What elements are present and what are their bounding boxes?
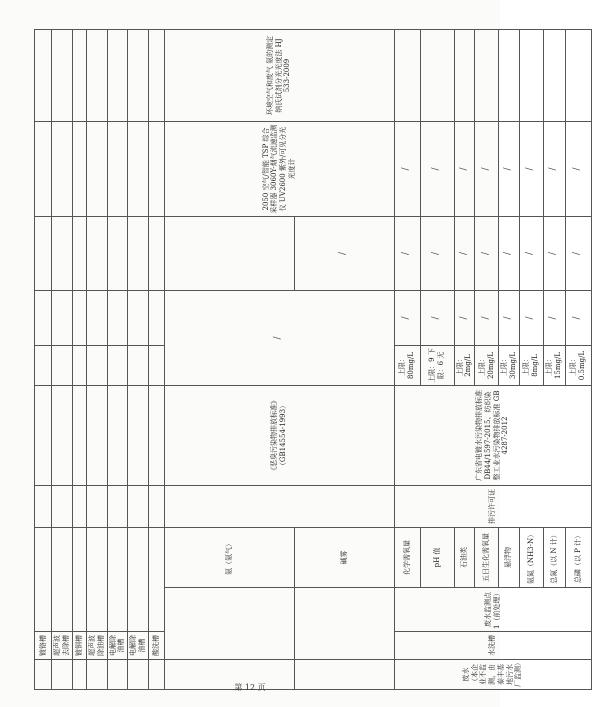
cell: / bbox=[519, 122, 543, 217]
limit-cell: 上限：2mg/L bbox=[454, 346, 475, 386]
standard-cell: 广东省电镀水污染物排放标准 DB44/1597-2015、纺织染整工业水污染物排放标准 GB 4287-2012 bbox=[394, 386, 591, 486]
cell bbox=[35, 217, 52, 291]
monitoring-point-cell: 废水监测点 1（前处理） bbox=[394, 588, 591, 632]
cell: / bbox=[454, 217, 475, 291]
cell bbox=[107, 291, 128, 346]
cell: / bbox=[519, 291, 543, 346]
cell bbox=[52, 291, 73, 346]
cell: 超声波 去除槽 bbox=[52, 632, 73, 660]
cell bbox=[148, 122, 164, 217]
cell bbox=[107, 486, 128, 528]
cell: / bbox=[294, 217, 394, 291]
cell: / bbox=[565, 291, 591, 346]
cell bbox=[52, 217, 73, 291]
pollutant-cell: pH 值 bbox=[420, 528, 454, 588]
cell: / bbox=[565, 122, 591, 217]
cell bbox=[107, 217, 128, 291]
cell bbox=[35, 291, 52, 346]
method-cell: 2050 空气/智能 TSP 综合采样器 3060Y-烟气流速监测仪 UV2600 紫外/可见分光光度计 bbox=[164, 122, 394, 217]
cell bbox=[87, 346, 108, 386]
permit-cell: 排污许可证 bbox=[394, 486, 591, 528]
table-row bbox=[107, 30, 128, 690]
limit-cell: 上限：30mg/L bbox=[499, 346, 520, 386]
cell: / bbox=[394, 217, 420, 291]
table-row bbox=[73, 30, 87, 690]
cell bbox=[454, 30, 475, 122]
limit-cell: 上限：20mg/L bbox=[475, 346, 499, 386]
cell: / bbox=[420, 217, 454, 291]
table-row bbox=[128, 30, 149, 690]
cell: / bbox=[565, 217, 591, 291]
cell: 电解除 油槽 bbox=[107, 632, 128, 660]
pollutant-cell: 悬浮物 bbox=[499, 528, 520, 588]
table-row bbox=[87, 30, 108, 690]
sub-source-cell: 水洗槽 bbox=[394, 632, 591, 660]
cell bbox=[87, 486, 108, 528]
cell: / bbox=[543, 217, 565, 291]
cell: / bbox=[475, 122, 499, 217]
cell bbox=[73, 486, 87, 528]
cell bbox=[519, 30, 543, 122]
cell bbox=[87, 30, 108, 122]
cell bbox=[73, 386, 87, 486]
cell bbox=[87, 386, 108, 486]
pollutant-cell: 石油类 bbox=[454, 528, 475, 588]
cell bbox=[35, 122, 52, 217]
cell bbox=[52, 30, 73, 122]
cell bbox=[107, 346, 128, 386]
cell bbox=[475, 30, 499, 122]
limit-cell: 上限：8mg/L bbox=[519, 346, 543, 386]
cell: / bbox=[543, 291, 565, 346]
cell bbox=[394, 30, 420, 122]
standard-cell: 《恶臭污染物排放标准》（GB14554-1993） bbox=[164, 386, 394, 486]
cell bbox=[499, 30, 520, 122]
cell bbox=[107, 528, 128, 632]
cell: / bbox=[454, 291, 475, 346]
cell: 超声波 除油槽 bbox=[87, 632, 108, 660]
cell bbox=[73, 217, 87, 291]
cell bbox=[128, 528, 149, 632]
cell bbox=[87, 291, 108, 346]
cell: / bbox=[519, 217, 543, 291]
cell bbox=[565, 30, 591, 122]
pollutant-cell: 总氮（以 N 计） bbox=[543, 528, 565, 588]
cell bbox=[164, 217, 294, 291]
limit-cell: / bbox=[164, 291, 394, 386]
cell: / bbox=[499, 122, 520, 217]
pollutant-cell: 氨（氨气） bbox=[164, 528, 294, 588]
cell bbox=[87, 217, 108, 291]
cell bbox=[73, 122, 87, 217]
cell: / bbox=[420, 291, 454, 346]
cell bbox=[52, 528, 73, 632]
cell: / bbox=[543, 122, 565, 217]
cell bbox=[52, 346, 73, 386]
cell bbox=[148, 346, 164, 386]
cell bbox=[128, 30, 149, 122]
cell bbox=[107, 386, 128, 486]
table-row bbox=[35, 30, 52, 690]
table-row bbox=[164, 30, 294, 690]
cell bbox=[73, 30, 87, 122]
pollutant-cell: 化学需氧量 bbox=[394, 528, 420, 588]
cell bbox=[420, 30, 454, 122]
cell: / bbox=[499, 217, 520, 291]
cell bbox=[148, 528, 164, 632]
limit-cell: 上限：0.5mg/L bbox=[565, 346, 591, 386]
limit-cell: 上限：9 下限：6 无 bbox=[420, 346, 454, 386]
cell bbox=[148, 217, 164, 291]
cell bbox=[52, 386, 73, 486]
cell bbox=[87, 122, 108, 217]
pollutant-cell: 总磷（以 P 计） bbox=[565, 528, 591, 588]
cell bbox=[107, 30, 128, 122]
cell: / bbox=[420, 122, 454, 217]
cell bbox=[52, 122, 73, 217]
cell: 电解除 油槽 bbox=[128, 632, 149, 660]
cell bbox=[164, 588, 294, 660]
analysis-cell: 环境空气和废气 氨的测定 纳氏试剂分光光度法 HJ 533-2009 bbox=[164, 30, 394, 122]
cell bbox=[164, 486, 394, 528]
wastewater-category-cell: 废水（本企业不监测，由泰丰基地污水厂监测） bbox=[394, 660, 591, 690]
cell: / bbox=[394, 122, 420, 217]
cell: / bbox=[454, 122, 475, 217]
cell bbox=[73, 291, 87, 346]
cell: / bbox=[499, 291, 520, 346]
cell bbox=[128, 486, 149, 528]
cell bbox=[35, 30, 52, 122]
cell: / bbox=[475, 291, 499, 346]
cell bbox=[128, 217, 149, 291]
cell bbox=[73, 346, 87, 386]
cell bbox=[148, 30, 164, 122]
cell bbox=[35, 486, 52, 528]
pollutant-cell: 五日生化需氧量 bbox=[475, 528, 499, 588]
limit-cell: 上限：80mg/L bbox=[394, 346, 420, 386]
cell bbox=[107, 122, 128, 217]
cell bbox=[148, 386, 164, 486]
cell: / bbox=[394, 291, 420, 346]
pollutant-cell: 氨氮（NH3-N） bbox=[519, 528, 543, 588]
page-number: 第 12 页 bbox=[234, 683, 266, 692]
table-row bbox=[148, 30, 164, 690]
table-row bbox=[52, 30, 73, 690]
cell bbox=[148, 486, 164, 528]
monitoring-table bbox=[34, 29, 592, 690]
cell bbox=[294, 588, 394, 660]
cell: 镀铬槽 bbox=[35, 632, 52, 660]
cell bbox=[128, 122, 149, 217]
cell bbox=[87, 528, 108, 632]
cell: / bbox=[475, 217, 499, 291]
cell bbox=[543, 30, 565, 122]
cell bbox=[148, 291, 164, 346]
rotated-monitoring-table bbox=[34, 30, 586, 690]
cell bbox=[128, 386, 149, 486]
cell: 酸洗槽 bbox=[148, 632, 164, 660]
cell bbox=[52, 486, 73, 528]
cell bbox=[35, 528, 52, 632]
pollutant-cell: 碱雾 bbox=[294, 528, 394, 588]
cell: 镀铜槽 bbox=[73, 632, 87, 660]
cell bbox=[128, 291, 149, 346]
cell bbox=[35, 346, 52, 386]
limit-cell: 上限：15mg/L bbox=[543, 346, 565, 386]
cell bbox=[35, 386, 52, 486]
cell bbox=[128, 346, 149, 386]
table-row bbox=[394, 30, 420, 690]
cell bbox=[73, 528, 87, 632]
